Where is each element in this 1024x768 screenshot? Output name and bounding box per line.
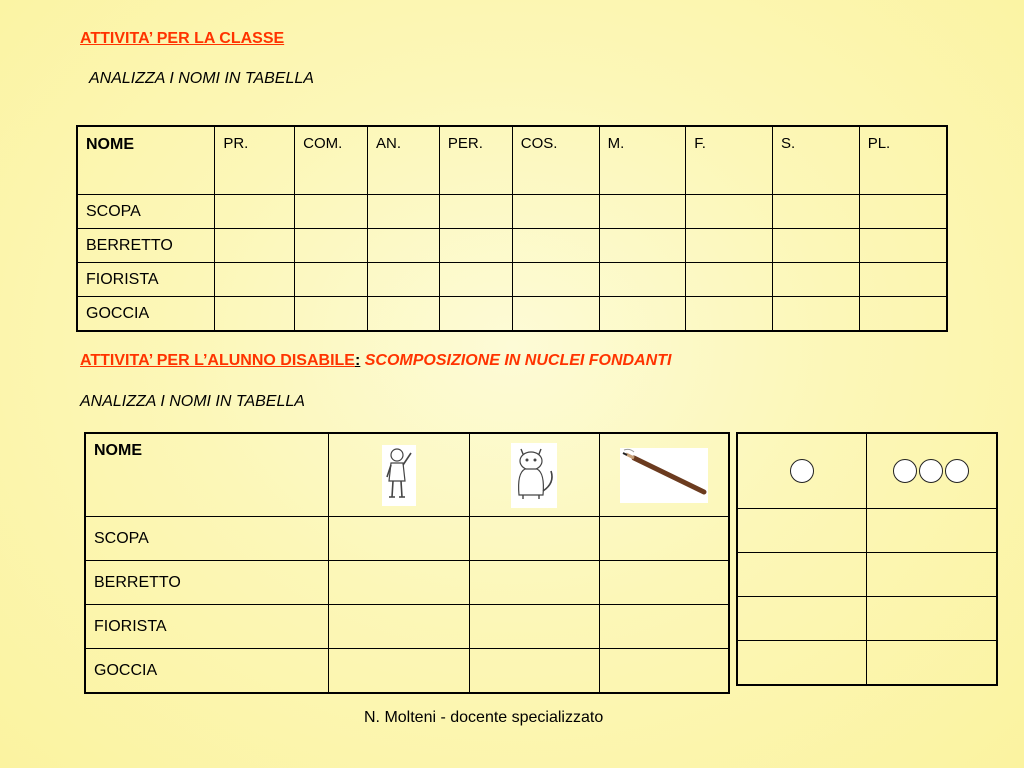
answer-cell[interactable] bbox=[439, 229, 512, 263]
class-analysis-table bbox=[76, 125, 948, 332]
answer-cell[interactable] bbox=[686, 229, 773, 263]
answer-cell[interactable] bbox=[328, 517, 469, 561]
row-word: SCOPA bbox=[85, 517, 328, 561]
answer-cell[interactable] bbox=[439, 297, 512, 332]
table-row bbox=[85, 561, 729, 605]
header-persona: PER. bbox=[439, 126, 512, 195]
answer-cell[interactable] bbox=[512, 297, 599, 332]
header-singolare: S. bbox=[772, 126, 859, 195]
header-cosa: COS. bbox=[512, 126, 599, 195]
singular-column-header bbox=[737, 433, 866, 509]
person-column-header bbox=[328, 433, 469, 517]
table-header-row bbox=[85, 433, 729, 517]
answer-cell[interactable] bbox=[859, 263, 947, 297]
header-proprio: PR. bbox=[215, 126, 295, 195]
answer-cell[interactable] bbox=[295, 297, 368, 332]
answer-cell[interactable] bbox=[599, 195, 686, 229]
answer-cell[interactable] bbox=[215, 229, 295, 263]
answer-cell[interactable] bbox=[512, 229, 599, 263]
answer-cell[interactable] bbox=[599, 649, 729, 694]
answer-cell[interactable] bbox=[328, 561, 469, 605]
row-word: FIORISTA bbox=[85, 605, 328, 649]
footer-credit: N. Molteni - docente specializzato bbox=[364, 709, 604, 726]
answer-cell[interactable] bbox=[215, 263, 295, 297]
header-plurale: PL. bbox=[859, 126, 947, 195]
circle-icon bbox=[790, 459, 814, 483]
answer-cell[interactable] bbox=[599, 297, 686, 332]
answer-cell[interactable] bbox=[686, 195, 773, 229]
answer-cell[interactable] bbox=[772, 263, 859, 297]
table-row bbox=[77, 229, 947, 263]
header-maschile: M. bbox=[599, 126, 686, 195]
table-row bbox=[737, 553, 997, 597]
answer-cell[interactable] bbox=[737, 641, 866, 686]
section2-subheading: SCOMPOSIZIONE IN NUCLEI FONDANTI bbox=[360, 352, 672, 369]
answer-cell[interactable] bbox=[512, 263, 599, 297]
header-comune: COM. bbox=[295, 126, 368, 195]
answer-cell[interactable] bbox=[439, 195, 512, 229]
answer-cell[interactable] bbox=[599, 561, 729, 605]
table-row bbox=[737, 509, 997, 553]
header-nome: NOME bbox=[77, 126, 215, 195]
answer-cell[interactable] bbox=[737, 553, 866, 597]
answer-cell[interactable] bbox=[772, 297, 859, 332]
table-header-row bbox=[77, 126, 947, 195]
answer-cell[interactable] bbox=[859, 195, 947, 229]
circle-icon bbox=[945, 459, 969, 483]
answer-cell[interactable] bbox=[772, 229, 859, 263]
section2-colon: : bbox=[354, 352, 361, 369]
answer-cell[interactable] bbox=[686, 297, 773, 332]
answer-cell[interactable] bbox=[439, 263, 512, 297]
circle-icon bbox=[893, 459, 917, 483]
answer-cell[interactable] bbox=[328, 605, 469, 649]
header-femminile: F. bbox=[686, 126, 773, 195]
section2-heading-line bbox=[80, 352, 671, 370]
header-nome: NOME bbox=[85, 433, 328, 517]
answer-cell[interactable] bbox=[470, 605, 600, 649]
answer-cell[interactable] bbox=[599, 229, 686, 263]
answer-cell[interactable] bbox=[737, 597, 866, 641]
pencil-icon bbox=[620, 448, 708, 503]
table-row bbox=[77, 263, 947, 297]
pupil-number-table bbox=[736, 432, 998, 686]
row-word: GOCCIA bbox=[77, 297, 215, 332]
circle-icon bbox=[919, 459, 943, 483]
answer-cell[interactable] bbox=[737, 509, 866, 553]
answer-cell[interactable] bbox=[859, 297, 947, 332]
row-word: BERRETTO bbox=[85, 561, 328, 605]
answer-cell[interactable] bbox=[215, 297, 295, 332]
row-word: BERRETTO bbox=[77, 229, 215, 263]
table-row bbox=[737, 597, 997, 641]
pupil-picture-table bbox=[84, 432, 730, 694]
section2-instruction: ANALIZZA I NOMI IN TABELLA bbox=[80, 393, 305, 410]
answer-cell[interactable] bbox=[470, 517, 600, 561]
table-row bbox=[737, 641, 997, 686]
answer-cell[interactable] bbox=[866, 509, 997, 553]
answer-cell[interactable] bbox=[599, 517, 729, 561]
table-row bbox=[85, 649, 729, 694]
answer-cell[interactable] bbox=[470, 561, 600, 605]
answer-cell[interactable] bbox=[772, 195, 859, 229]
answer-cell[interactable] bbox=[295, 263, 368, 297]
answer-cell[interactable] bbox=[215, 195, 295, 229]
table-row bbox=[77, 195, 947, 229]
answer-cell[interactable] bbox=[295, 195, 368, 229]
answer-cell[interactable] bbox=[470, 649, 600, 694]
answer-cell[interactable] bbox=[368, 229, 440, 263]
cat-icon bbox=[511, 443, 557, 508]
row-word: GOCCIA bbox=[85, 649, 328, 694]
answer-cell[interactable] bbox=[512, 195, 599, 229]
section1-heading: ATTIVITA’ PER LA CLASSE bbox=[80, 30, 285, 47]
answer-cell[interactable] bbox=[866, 553, 997, 597]
table-header-row bbox=[737, 433, 997, 509]
table-row bbox=[85, 605, 729, 649]
answer-cell[interactable] bbox=[368, 195, 440, 229]
answer-cell[interactable] bbox=[328, 649, 469, 694]
cat-column-header bbox=[470, 433, 600, 517]
plural-column-header bbox=[866, 433, 997, 509]
answer-cell[interactable] bbox=[686, 263, 773, 297]
answer-cell[interactable] bbox=[599, 263, 686, 297]
answer-cell[interactable] bbox=[368, 297, 440, 332]
table-row bbox=[85, 517, 729, 561]
row-word: SCOPA bbox=[77, 195, 215, 229]
answer-cell[interactable] bbox=[368, 263, 440, 297]
header-animato: AN. bbox=[368, 126, 440, 195]
pencil-column-header bbox=[599, 433, 729, 517]
answer-cell[interactable] bbox=[859, 229, 947, 263]
answer-cell[interactable] bbox=[866, 597, 997, 641]
section1-instruction: ANALIZZA I NOMI IN TABELLA bbox=[89, 70, 314, 87]
answer-cell[interactable] bbox=[295, 229, 368, 263]
table-row bbox=[77, 297, 947, 332]
section2-heading: ATTIVITA’ PER L’ALUNNO DISABILE bbox=[80, 352, 355, 369]
answer-cell[interactable] bbox=[866, 641, 997, 686]
row-word: FIORISTA bbox=[77, 263, 215, 297]
answer-cell[interactable] bbox=[599, 605, 729, 649]
person-icon bbox=[382, 445, 416, 506]
